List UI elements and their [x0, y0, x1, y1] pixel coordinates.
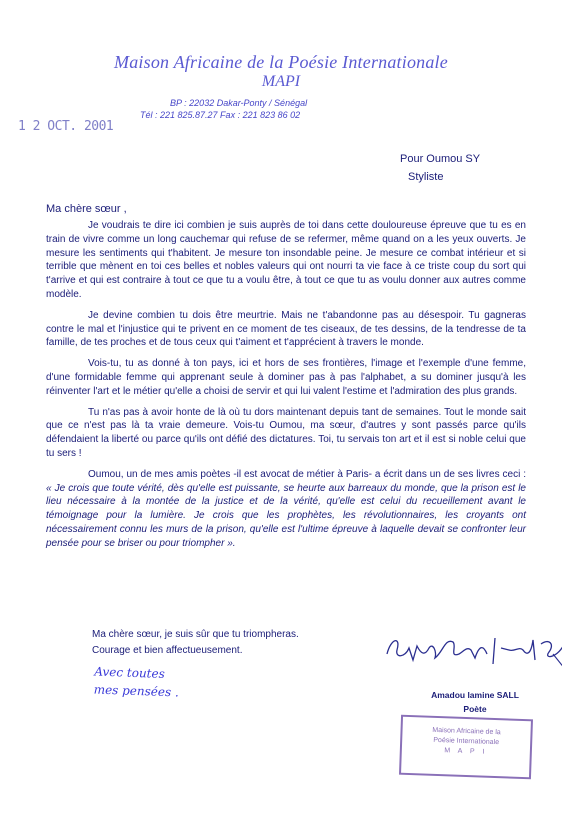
closing-block — [92, 627, 299, 659]
letterhead-acronym: MAPI — [261, 73, 301, 90]
closing-line: Courage et bien affectueusement. — [92, 645, 243, 656]
greeting: Ma chère sœur , — [46, 203, 127, 215]
closing-line: Ma chère sœur, je suis sûr que tu triompheras. — [92, 629, 299, 640]
body-paragraph: Je voudrais te dire ici combien je suis auprès de toi dans cette douloureuse épreuve que tu es en train de vivre comme un long cauchemar qui refuse de se refermer, même quand on a les yeux ouverts. Je mesure les sentiments qui t'habitent. Je mesure ton insondable peine. Je mesure ce combat intérieur et si terrible que mènent en toi ces belles et nobles valeurs qui ont nourri ta vie face à ce triste coup du sort qui t'arrive et qui est contraire à tout ce que tu a voulu être, à tout ce que tu as voulu donner aux autres comme modèle. — [46, 220, 526, 300]
body-paragraph: Je devine combien tu dois être meurtrie. Mais ne t'abandonne pas au désespoir. Tu gagneras contre le mal et l'injustice qui te privent en ce moment de tes ciseaux, de tes dessins, de la tendresse de ta famille, de tes proches et de tous ceux qui t'aiment et t'apprécient à travers le monde. — [46, 309, 526, 349]
recipient-name: Pour Oumou SY — [400, 153, 481, 165]
letterhead-title: Maison Africaine de la Poésie Internationale — [114, 52, 448, 72]
signer-block — [405, 688, 545, 716]
recipient-block — [400, 150, 480, 186]
stamp-line: M A P I — [444, 747, 488, 756]
quote-intro: Oumou, un de mes amis poètes -il est avocat de métier à Paris- a écrit dans un de ses livres ceci : — [88, 468, 526, 480]
recipient-role: Styliste — [408, 171, 444, 183]
stamp-line: Poésie Internationale — [433, 736, 500, 747]
handwritten-line: Avec toutes — [94, 664, 165, 681]
letterhead-contact — [140, 97, 307, 121]
quote-text: « Je crois que toute vérité, dès qu'elle est puissante, se heurte aux barreaux du monde, que la prison est le lieu nécessaire à la montée de la justice et de la vérité, qu'elle est celui du recueillement avant le témoignage pour la lumière. Je crois que les prophètes, les révolutionnaires, les croyants ont nécessairement connu les murs de la prison, qu'elle est l'ultime épreuve à laquelle devait se confronter leur pensée pour se briser ou pour triompher ». — [46, 482, 526, 549]
body-paragraph: Vois-tu, tu as donné à ton pays, ici et hors de ses frontières, l'image et l'exemple d'une femme, d'une formidable femme qui apprenant seule à dominer pas à pas l'alphabet, a su dominer jusqu'à les réinventer l'art et le métier qu'elle a choisi de servir et qui lui valent l'estime et l'admiration des plus grands. — [46, 358, 526, 397]
signer-name: Amadou lamine SALL — [431, 690, 519, 700]
quote-paragraph — [46, 468, 526, 551]
letter-body — [46, 219, 526, 558]
letterhead-phone-fax: Tél : 221 825.87.27 Fax : 221 823 86 02 — [140, 110, 301, 120]
date-stamp: 1 2 OCT. 2001 — [18, 119, 114, 134]
stamp-line: Maison Africaine de la — [432, 726, 501, 737]
handwritten-line: mes pensées . — [93, 682, 180, 700]
organization-stamp — [399, 715, 533, 780]
signer-title: Poète — [463, 704, 487, 714]
handwritten-signature — [383, 624, 562, 676]
letterhead-address: BP : 22032 Dakar-Ponty / Sénégal — [170, 98, 308, 108]
body-paragraph: Tu n'as pas à avoir honte de là où tu dors maintenant depuis tant de semaines. Tout le monde sait que ce n'est pas là ta vraie demeure. Vois-tu Oumou, ma sœur, d'autres y sont passés parce qu'ils défendaient la liberté ou parce qu'ils ont défié des dictatures. Toi, tu servais ton art et il est si noble celui que tu sers ! — [46, 406, 526, 459]
handwritten-note — [93, 663, 179, 702]
